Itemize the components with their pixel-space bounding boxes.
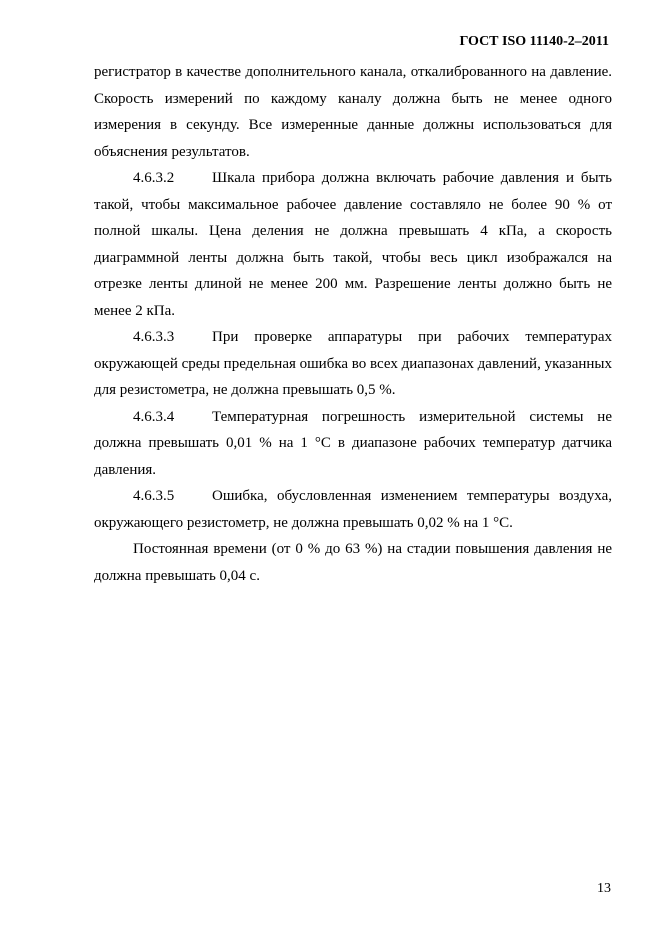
clause-number: 4.6.3.3 [133,329,175,345]
clause-text: При проверке аппаратуры при рабочих температурах окружающей среды предельная ошибка во всех диапазонах давлений, указанных для резистометра, не должна превышать 0,5 %. [94,329,612,398]
clause-number: 4.6.3.2 [133,170,175,186]
clause-4-6-3-3 [94,324,612,404]
document-header: ГОСТ ISO 11140-2–2011 [459,34,609,49]
clause-text: Шкала прибора должна включать рабочие давления и быть такой, чтобы максимальное рабочее давление составляло не более 90 % от полной шкалы. Цена деления не должна превышать 4 кПа, а скорость диаграммной ленты должна быть такой, чтобы весь цикл изображался на отрезке ленты длиной не менее 200 мм. Разрешение ленты должно быть не менее 2 кПа. [94,170,612,319]
document-body [94,59,612,589]
paragraph-text: Постоянная времени (от 0 % до 63 %) на стадии повышения давления не должна превышать 0,04 с. [94,541,612,584]
clause-4-6-3-2 [94,165,612,324]
clause-text: Ошибка, обусловленная изменением температуры воздуха, окружающего резистометр, не должна превышать 0,02 % на 1 °С. [94,488,612,531]
clause-number: 4.6.3.4 [133,408,175,425]
clause-text: Температурная погрешность измерительной системы не должна превышать 0,01 % на 1 °С в диапазоне рабочих температур датчика давления. [94,408,612,478]
page-number: 13 [597,881,611,896]
clause-4-6-3-5 [94,483,612,536]
paragraph-text: регистратор в качестве дополнительного канала, откалиброванного на давление. Скорость измерений по каждому каналу должна быть не менее одного измерения в секунду. Все измеренные данные должны использоваться для объяснения результатов. [94,64,612,160]
paragraph-continuation [94,59,612,165]
paragraph-time-constant [94,536,612,589]
clause-4-6-3-4 [94,404,612,484]
clause-number: 4.6.3.5 [133,488,175,504]
